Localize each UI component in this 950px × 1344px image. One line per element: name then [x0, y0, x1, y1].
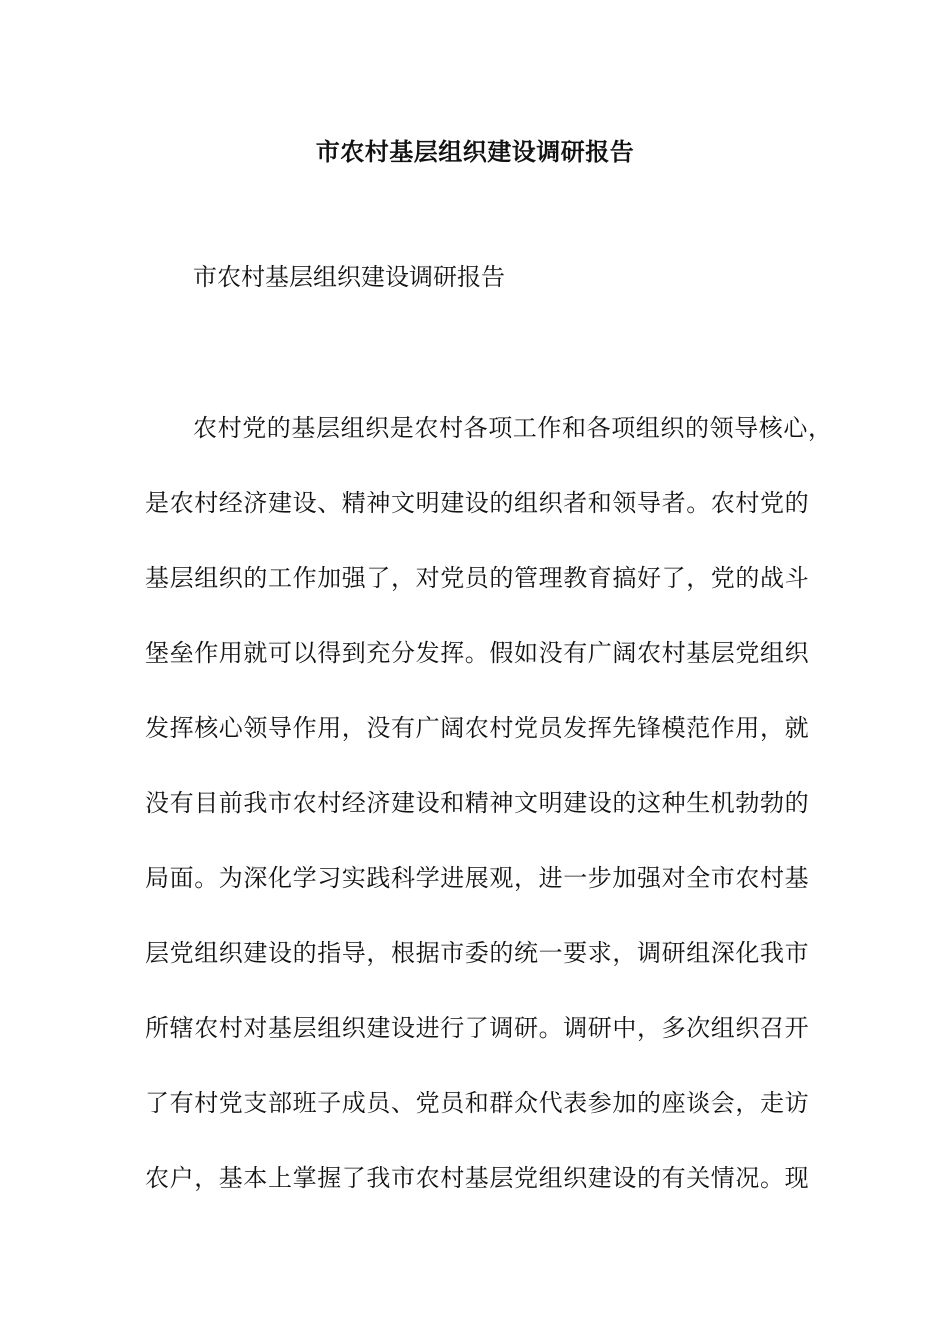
- paragraph-line: 基层组织的工作加强了，对党员的管理教育搞好了，党的战斗: [145, 564, 810, 592]
- paragraph-line: 农户，基本上掌握了我市农村基层党组织建设的有关情况。现: [145, 1164, 810, 1192]
- body-paragraph: [145, 410, 833, 1235]
- document-title: 市农村基层组织建设调研报告: [315, 137, 635, 166]
- paragraph-line: 了有村党支部班子成员、党员和群众代表参加的座谈会，走访: [145, 1089, 810, 1117]
- paragraph-line: 所辖农村对基层组织建设进行了调研。调研中，多次组织召开: [145, 1014, 810, 1042]
- paragraph-line: 局面。为深化学习实践科学进展观，进一步加强对全市农村基: [145, 864, 810, 892]
- paragraph-line: 农村党的基层组织是农村各项工作和各项组织的领导核心，: [193, 414, 833, 442]
- paragraph-line: 是农村经济建设、精神文明建设的组织者和领导者。农村党的: [145, 489, 810, 517]
- paragraph-line: 层党组织建设的指导，根据市委的统一要求，调研组深化我市: [145, 939, 810, 967]
- paragraph-line: 发挥核心领导作用，没有广阔农村党员发挥先锋模范作用，就: [145, 714, 810, 742]
- paragraph-line: 没有目前我市农村经济建设和精神文明建设的这种生机勃勃的: [145, 789, 810, 817]
- paragraph-line: 堡垒作用就可以得到充分发挥。假如没有广阔农村基层党组织: [145, 639, 810, 667]
- document-subtitle: 市农村基层组织建设调研报告: [193, 263, 505, 291]
